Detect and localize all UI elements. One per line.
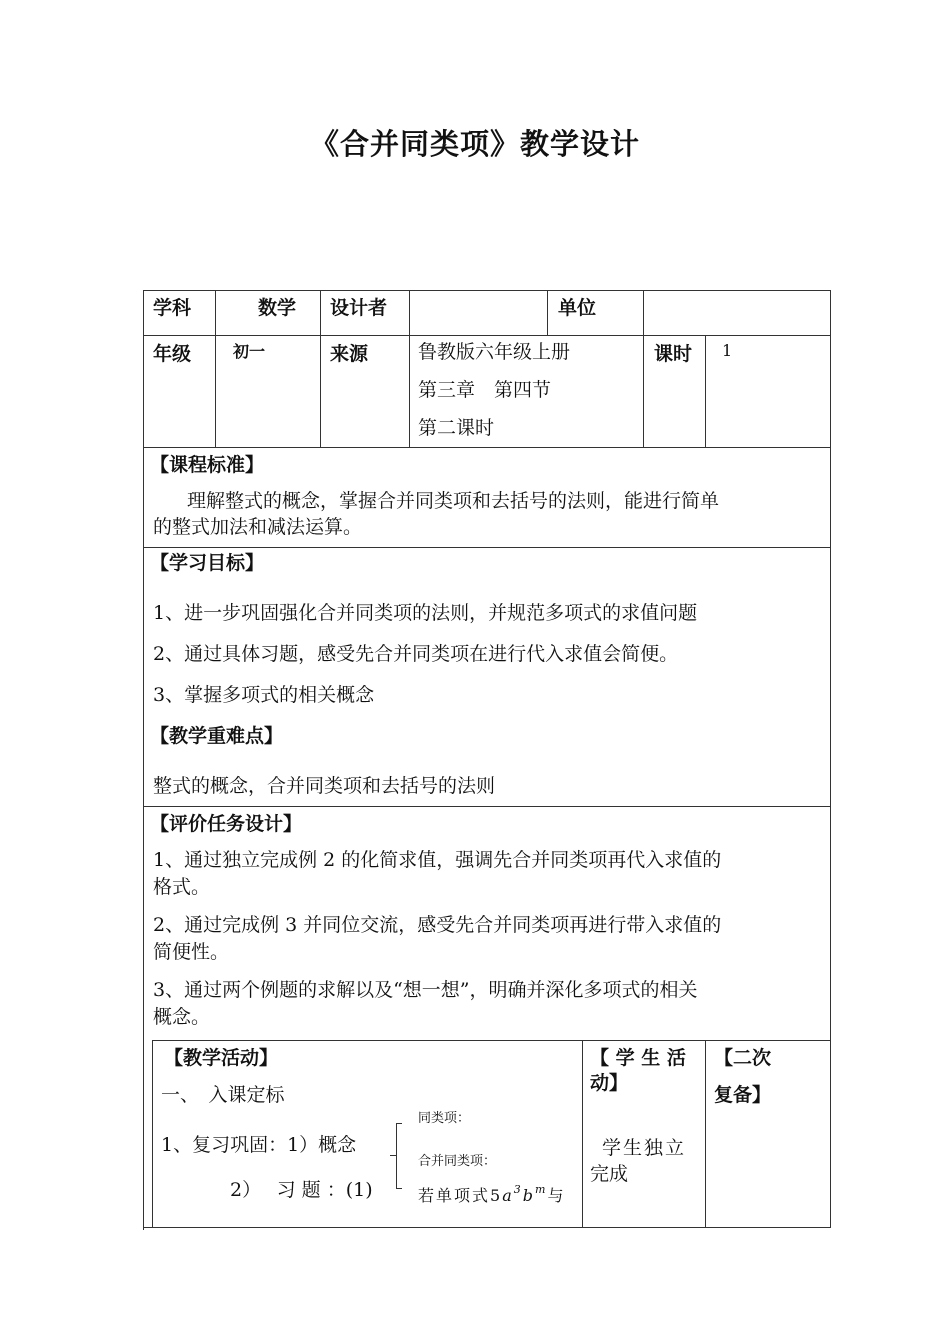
key-difficulties-heading: 【教学重难点】 — [150, 725, 284, 747]
second-prep-heading-1: 【二次 — [714, 1047, 772, 1069]
curriculum-standard-line-2: 的整式加法和减法运算。 — [153, 516, 363, 538]
curriculum-standard-line-1: 理解整式的概念，掌握合并同类项和去括号的法则，能进行简单 — [187, 490, 720, 512]
math-coef: 5 — [490, 1186, 503, 1205]
table-border — [705, 335, 706, 447]
math-var-a: a — [502, 1186, 514, 1205]
exercise-tail: 与 — [547, 1186, 566, 1205]
table-border — [152, 1040, 153, 1228]
table-border — [143, 1227, 831, 1228]
evaluation-item-3a: 3、通过两个例题的求解以及“想一想”，明确并深化多项式的相关 — [153, 979, 698, 1001]
period-label: 课时 — [654, 343, 693, 365]
subject-label: 学科 — [153, 297, 192, 319]
table-border — [582, 1040, 583, 1228]
exercise-label: 2） 习 题 ：(1) — [230, 1179, 373, 1201]
teaching-activity-heading: 【教学活动】 — [164, 1047, 279, 1069]
student-activity-line-2: 完成 — [590, 1163, 629, 1185]
table-border — [215, 290, 216, 447]
brace-icon — [396, 1123, 405, 1189]
source-line-3: 第二课时 — [418, 417, 495, 439]
source-line-1: 鲁教版六年级上册 — [418, 341, 571, 363]
concept-similar-terms: 同类项： — [418, 1111, 471, 1126]
evaluation-item-3b: 概念。 — [153, 1006, 211, 1028]
learning-objectives-heading: 【学习目标】 — [150, 552, 265, 574]
review-label: 1、复习巩固：1）概念 — [161, 1134, 357, 1156]
grade-label: 年级 — [153, 343, 192, 365]
evaluation-item-1b: 格式。 — [153, 876, 211, 898]
student-activity-heading-1: 【 学 生 活 — [590, 1047, 686, 1069]
table-border — [547, 290, 548, 335]
math-exp-b: m — [535, 1183, 548, 1196]
table-border — [830, 1040, 831, 1228]
math-exp-a: 3 — [513, 1183, 523, 1196]
evaluation-item-1a: 1、通过独立完成例 2 的化简求值，强调先合并同类项再代入求值的 — [153, 849, 722, 871]
table-border — [143, 335, 831, 336]
brace-tick — [390, 1155, 396, 1156]
exercise-text — [418, 1178, 565, 1208]
second-prep-heading-2: 复备】 — [714, 1084, 772, 1106]
math-var-b: b — [522, 1186, 535, 1205]
source-line-2: 第三章 第四节 — [418, 379, 552, 401]
designer-label: 设计者 — [330, 297, 388, 319]
objective-item: 2、通过具体习题，感受先合并同类项在进行代入求值会简便。 — [153, 643, 679, 665]
table-border — [143, 447, 831, 448]
objective-item: 3、掌握多项式的相关概念 — [153, 684, 375, 706]
exercise-prefix: 若单项式 — [418, 1186, 491, 1205]
table-border — [143, 547, 831, 548]
concept-combine-terms: 合并同类项： — [418, 1154, 497, 1169]
table-border — [705, 1040, 706, 1228]
table-border — [143, 806, 831, 807]
document-title: 《合并同类项》教学设计 — [309, 127, 640, 161]
table-border — [152, 1040, 831, 1041]
source-label: 来源 — [330, 343, 369, 365]
evaluation-item-2b: 简便性。 — [153, 941, 230, 963]
step-one-label: 一、 入课定标 — [161, 1084, 285, 1106]
subject-value: 数学 — [258, 297, 297, 319]
student-activity-heading-2: 动】 — [590, 1072, 629, 1094]
key-difficulties-text: 整式的概念，合并同类项和去括号的法则 — [153, 775, 496, 797]
evaluation-item-2a: 2、通过完成例 3 并同位交流，感受先合并同类项再进行带入求值的 — [153, 914, 722, 936]
evaluation-tasks-heading: 【评价任务设计】 — [150, 813, 303, 835]
unit-label: 单位 — [558, 297, 597, 319]
table-border — [143, 290, 831, 291]
curriculum-standard-heading: 【课程标准】 — [150, 454, 265, 476]
table-border — [643, 290, 644, 447]
table-border — [409, 290, 410, 447]
table-border — [143, 290, 144, 1230]
table-border — [320, 290, 321, 447]
objective-item: 1、进一步巩固强化合并同类项的法则，并规范多项式的求值问题 — [153, 602, 698, 624]
period-value: 1 — [722, 341, 733, 360]
table-border — [830, 290, 831, 1040]
grade-value: 初一 — [233, 342, 266, 361]
student-activity-line-1: 学生独立 — [602, 1137, 687, 1159]
